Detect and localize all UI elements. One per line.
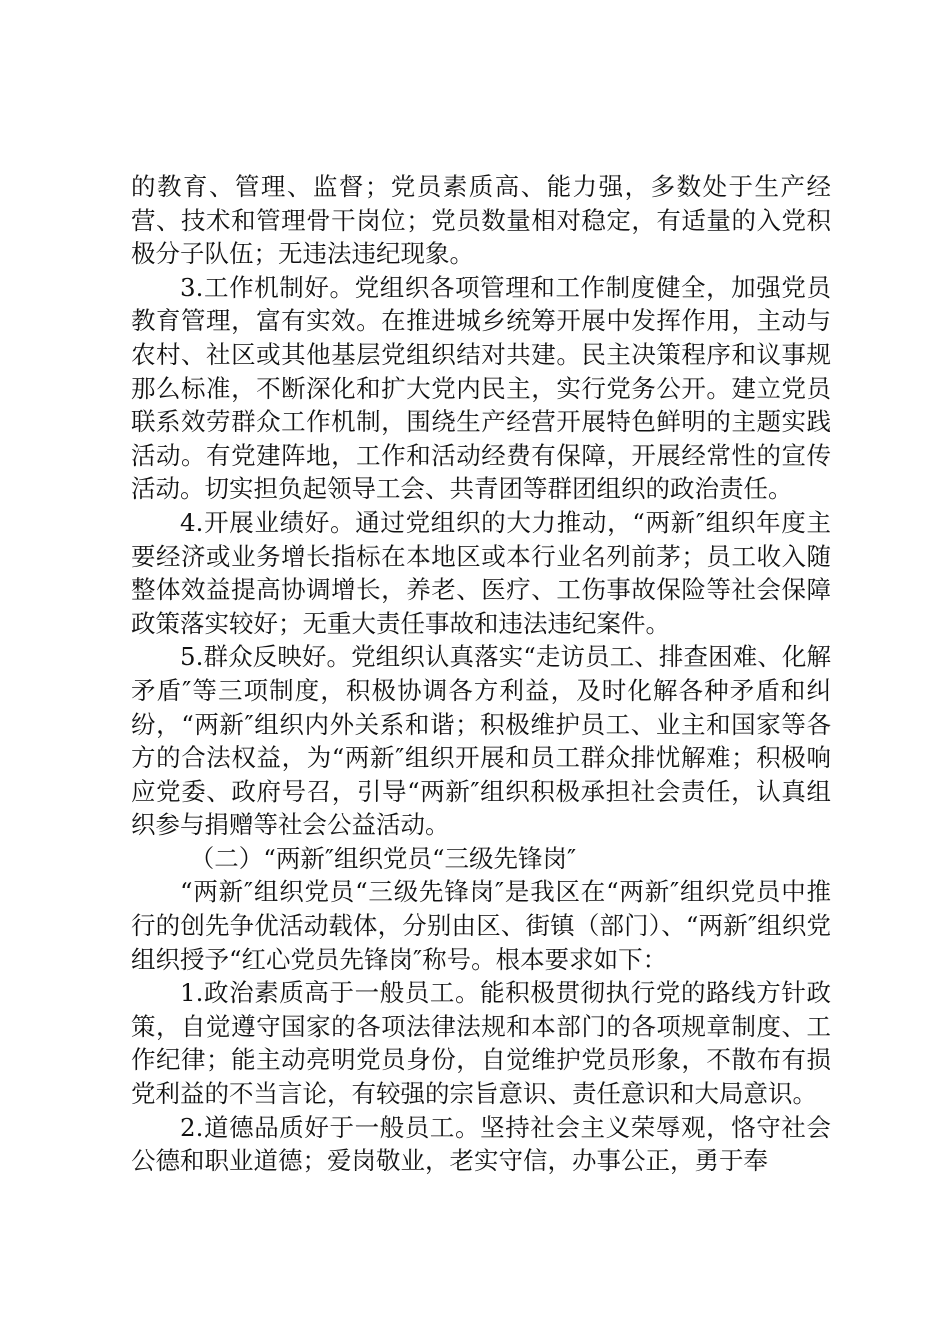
- paragraph-work-mechanism: 3.工作机制好。党组织各项管理和工作制度健全，加强党员教育管理，富有实效。在推进城乡统筹开展中发挥作用，主动与农村、社区或其他基层党组织结对共建。民主决策程序和议事规那么标准，不断深化和扩大党内民主，实行党务公开。建立党员联系效劳群众工作机制，围绕生产经营开展特色鲜明的主题实践活动。有党建阵地，工作和活动经费有保障，开展经常性的宣传活动。切实担负起领导工会、共青团等群团组织的政治责任。: [131, 272, 831, 504]
- paragraph-moral-quality: 2.道德品质好于一般员工。坚持社会主义荣辱观，恪守社会公德和职业道德；爱岗敬业，老实守信，办事公正，勇于奉: [131, 1112, 831, 1176]
- paragraph-continuation: 的教育、管理、监督；党员素质高、能力强，多数处于生产经营、技术和管理骨干岗位；党员数量相对稳定，有适量的入党积极分子队伍；无违法违纪现象。: [131, 172, 831, 269]
- paragraph-pioneer-intro: “两新″组织党员“三级先锋岗″是我区在“两新″组织党员中推行的创先争优活动载体，分别由区、街镇（部门）、“两新″组织党组织授予“红心党员先锋岗″称号。根本要求如下：: [131, 877, 831, 974]
- paragraph-performance: 4.开展业绩好。通过党组织的大力推动，“两新″组织年度主要经济或业务增长指标在本地区或本行业名列前茅；员工收入随整体效益提高协调增长，养老、医疗、工伤事故保险等社会保障政策落实较好；无重大责任事故和违法违纪案件。: [131, 507, 831, 638]
- document-page: [131, 170, 831, 1178]
- paragraph-political-quality: 1.政治素质高于一般员工。能积极贯彻执行党的路线方针政策，自觉遵守国家的各项法律法规和本部门的各项规章制度、工作纪律；能主动亮明党员身份，自觉维护党员形象，不散布有损党利益的不当言论，有较强的宗旨意识、责任意识和大局意识。: [131, 978, 831, 1109]
- paragraph-public-feedback: 5.群众反映好。党组织认真落实“走访员工、排查困难、化解矛盾″等三项制度，积极协调各方利益，及时化解各种矛盾和纠纷，“两新″组织内外关系和谐；积极维护员工、业主和国家等各方的合法权益，为“两新″组织开展和员工群众排忧解难；积极响应党委、政府号召，引导“两新″组织积极承担社会责任，认真组织参与捐赠等社会公益活动。: [131, 642, 831, 840]
- section-heading: （二）“两新″组织党员“三级先锋岗″: [189, 843, 577, 873]
